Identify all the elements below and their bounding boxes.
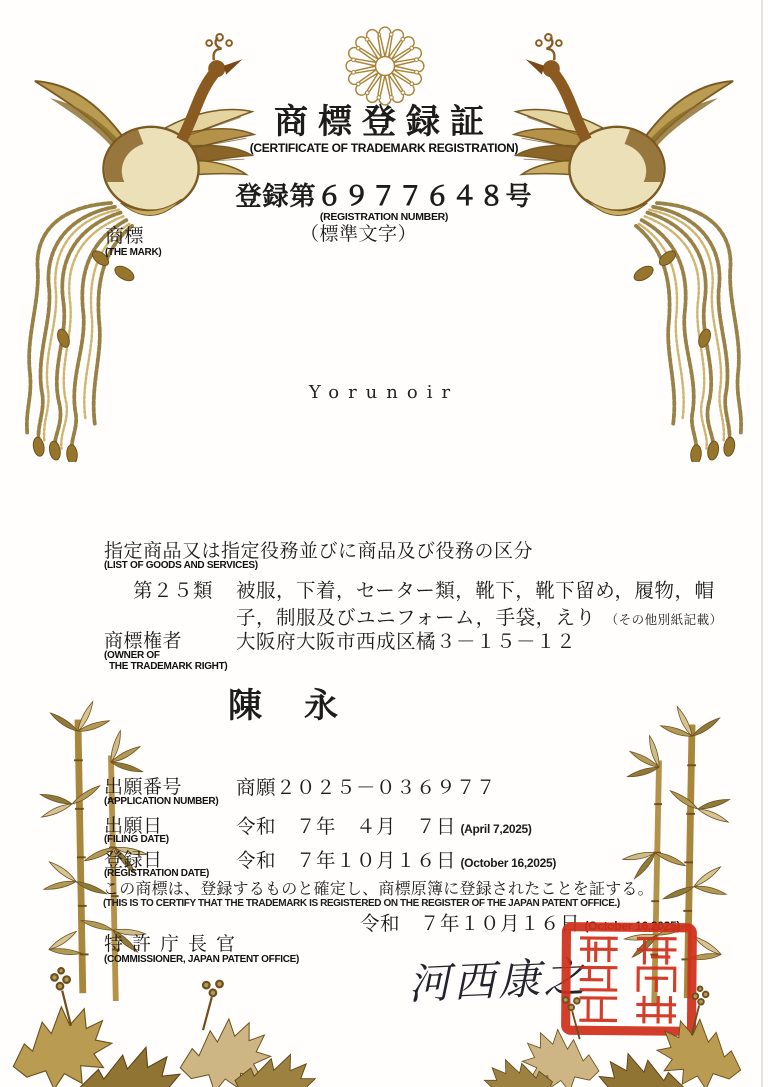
issue-date: 令和 ７年１０月１６日 <box>360 913 581 935</box>
issue-date-en: (October 16,2025) <box>584 919 681 933</box>
goods-items-line2: 子，制服及びユニフォーム，手袋，えり <box>236 607 596 629</box>
owner-address: 大阪府大阪市西成区橘３－１５－１２ <box>236 631 577 653</box>
commissioner-label: 特許庁長官 <box>104 934 245 955</box>
owner-label: 商標権者 <box>104 631 183 652</box>
commissioner-signature: 河西康之 <box>407 952 590 1009</box>
certify-statement: この商標は、登録するものと確定し、商標原簿に登録されたことを証する。 <box>103 881 654 898</box>
registration-date-value: 令和 ７年１０月１６日 <box>236 850 457 872</box>
registration-date-value-en: (October 16,2025) <box>460 856 557 870</box>
filing-date-value-en: (April 7,2025) <box>460 822 532 836</box>
goods-items-line1: 被服，下着，セーター類，靴下，靴下留め，履物，帽 <box>236 580 715 602</box>
scan-edge-line <box>761 0 763 1087</box>
application-number-label: 出願番号 <box>104 777 183 798</box>
mark-label: 商標 <box>105 226 145 247</box>
filing-date-label: 出願日 <box>104 816 163 837</box>
registration-number-en: (REGISTRATION NUMBER) <box>319 211 449 223</box>
paulownia-left-icon <box>0 962 324 1087</box>
registration-date-label-en: (REGISTRATION DATE) <box>104 868 210 879</box>
paulownia-right-icon <box>462 985 768 1087</box>
goods-items-note: （その他別紙記載） <box>605 613 723 627</box>
mark-type-note: （標準文字） <box>300 224 418 245</box>
certify-statement-en: (THIS IS TO CERTIFY THAT THE TRADEMARK IS REGISTERED ON THE REGISTER OF THE JAPAN PATENT OFFICE.) <box>103 898 620 909</box>
goods-class: 第２５類 <box>133 580 214 602</box>
goods-heading: 指定商品又は指定役務並びに商品及び役務の区分 <box>104 541 534 562</box>
application-number-label-en: (APPLICATION NUMBER) <box>104 796 219 807</box>
certificate-title-en: (CERTIFICATE OF TRADEMARK REGISTRATION) <box>249 141 519 155</box>
mark-label-en: (THE MARK) <box>105 247 162 258</box>
registration-date-label: 登録日 <box>104 850 163 871</box>
filing-date-label-en: (FILING DATE) <box>104 834 169 845</box>
owner-name: 陳 永 <box>228 687 342 725</box>
filing-date-row <box>236 811 532 839</box>
owner-label-en2: THE TRADEMARK RIGHT) <box>109 661 228 672</box>
registration-date-row <box>236 845 556 873</box>
mark-text: Yorunoir <box>308 382 460 403</box>
commissioner-label-en: (COMMISSIONER, JAPAN PATENT OFFICE) <box>104 954 300 965</box>
registration-number: 登録第６９７７６４８号 <box>235 181 533 211</box>
filing-date-value: 令和 ７年 ４月 ７日 <box>236 816 457 838</box>
goods-heading-en: (LIST OF GOODS AND SERVICES) <box>104 560 258 571</box>
owner-label-en1: (OWNER OF <box>104 650 160 661</box>
application-number-value: 商願２０２５－０３６９７７ <box>236 777 497 799</box>
certificate-title: 商標登録証 <box>274 103 494 141</box>
